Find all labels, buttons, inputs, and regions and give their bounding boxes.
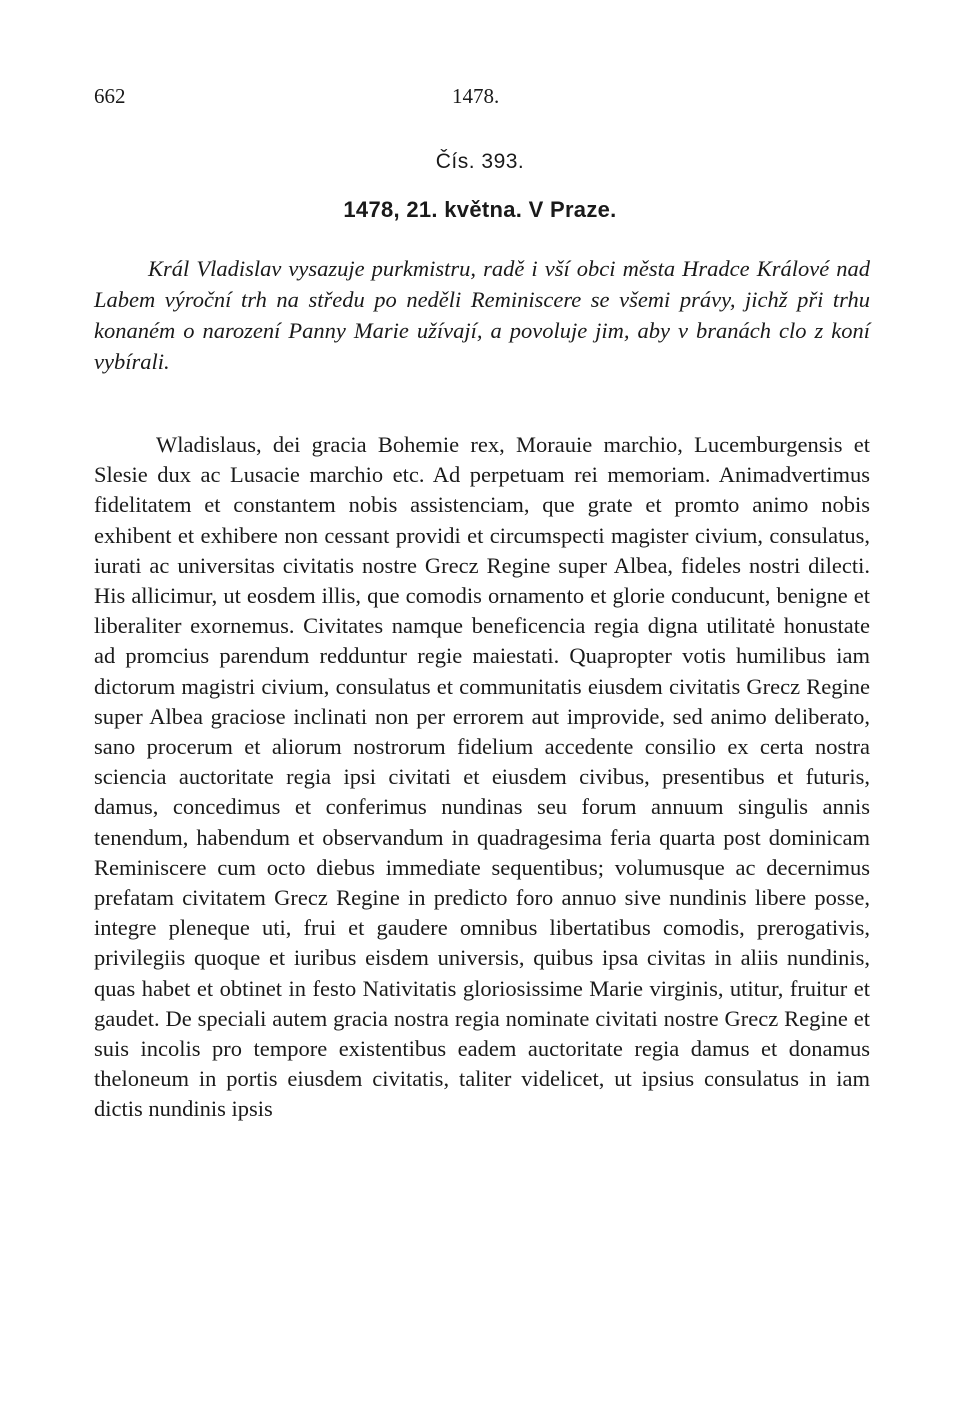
document-number: Čís. 393. [435, 150, 525, 173]
page-number: 662 [94, 84, 126, 108]
charter-text: Wladislaus, dei gracia Bohemie rex, Morauie marchio, Lucemburgensis et Slesie dux ac Lusacie marchio etc. Ad perpetuam rei memoriam. Animadvertimus fidelitatem et constantem nobis assistenciam, que grate et promto animo nobis exhibent et exhibere non cessant providi et circumspecti magister civium, consulatus, iurati ac universitas civitatis nostre Grecz Regine super Albea, fideles nostri dilecti. His allicimur, ut eosdem illis, que comodis ornamento et glorie conducunt, benigne et liberaliter exornemus. Civitates namque beneficencia regia digna utilitatė honustate ad promcius parendum redduntur regie maiestati. Quapropter votis humilibus iam dictorum magistri civium, consulatus et communitatis eiusdem civitatis Grecz Regine super Albea graciose inclinati non per errorem aut improvide, sed animo deliberato, sano procerum et aliorum nostrorum fidelium accedente consilio ex certa nostra sciencia auctoritate regia ipsi civitati et eiusdem civibus, presentibus et futuris, damus, concedimus et conferimus nundinas seu forum annuum singulis annis tenendum, habendum et observandum in quadragesima feria quarta post dominicam Reminiscere cum octo diebus immediate sequentibus; volumusque ac decernimus prefatam civitatem Grecz Regine in predicto foro annuo sive nundinis libere posse, integre pleneque uti, frui et gaudere omnibus libertatibus comodis, prerogativis, privilegiis quoque et iuribus eisdem universis, quibus ipsa civitas in aliis nundinis, quas habet et obtinet in festo Nativitatis gloriosissime Marie virginis, utitur, fruitur et gaudet. De speciali autem gracia nostra regia nominate civitati nostre Grecz Regine et suis incolis pro tempore existentibus eadem auctoritate regia damus et donamus theloneum in portis eiusdem civitatis, taliter videlicet, ut ipsius consulatus in iam dictis nundinis ipsis [94, 432, 870, 1122]
running-head [94, 84, 870, 110]
regest-summary: Král Vladislav vysazuje purkmistru, radě i vší obci města Hradce Králové nad Labem výroční trh na středu po neděli Reminiscere se všemi právy, jichž při trhu konaném o narození Panny Marie užívají, a povoluje jim, aby v branách clo z koní vybírali. [94, 256, 870, 374]
running-year: 1478. [452, 84, 500, 108]
document-date-place: 1478, 21. května. V Praze. [343, 197, 617, 222]
